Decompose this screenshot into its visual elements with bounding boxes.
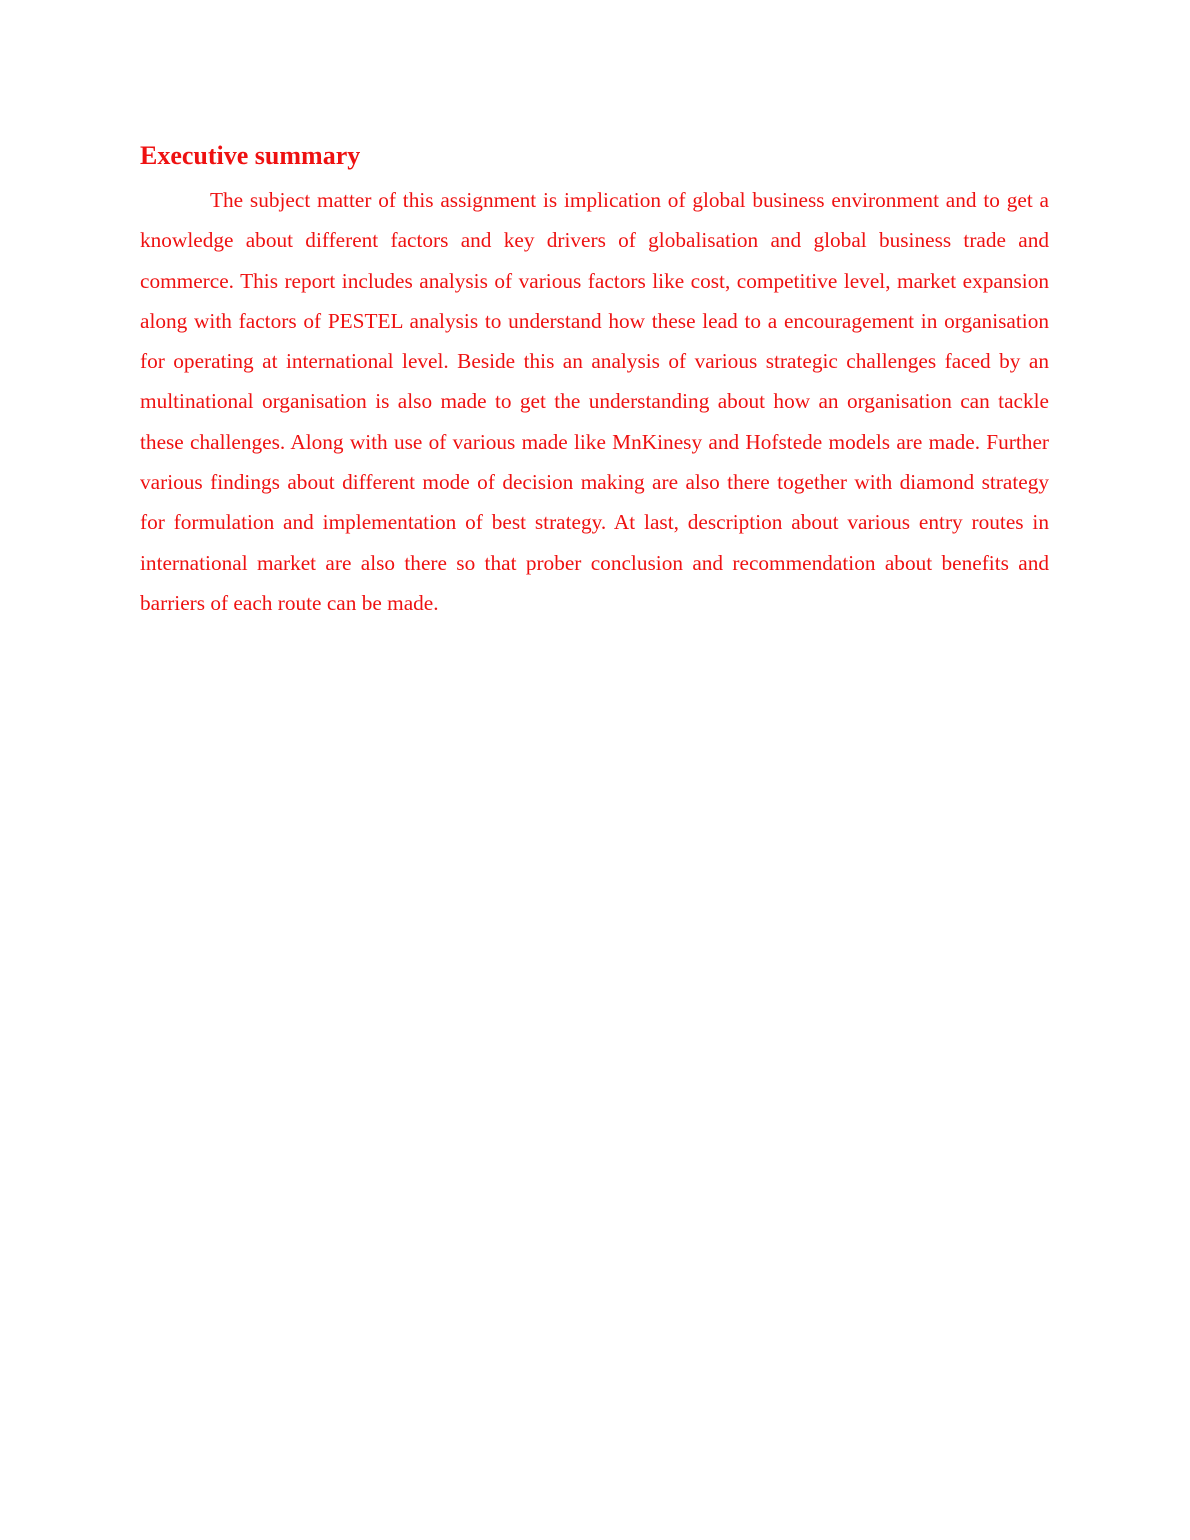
summary-paragraph: The subject matter of this assignment is implication of global business environment and to get a knowledge about different factors and key drivers of globalisation and global business trade and commerce. This report includes analysis of various factors like cost, competitive level, market expansion along with factors of PESTEL analysis to understand how these lead to a encouragement in organisation for operating at international level. Beside this an analysis of various strategic challenges faced by an multinational organisation is also made to get the understanding about how an organisation can tackle these challenges. Along with use of various made like MnKinesy and Hofstede models are made. Further various findings about different mode of decision making are also there together with diamond strategy for formulation and implementation of best strategy. At last, description about various entry routes in international market are also there so that prober conclusion and recommendation about benefits and barriers of each route can be made. [140, 188, 1049, 615]
section-heading: Executive summary [140, 141, 361, 170]
page-content [140, 138, 1049, 623]
